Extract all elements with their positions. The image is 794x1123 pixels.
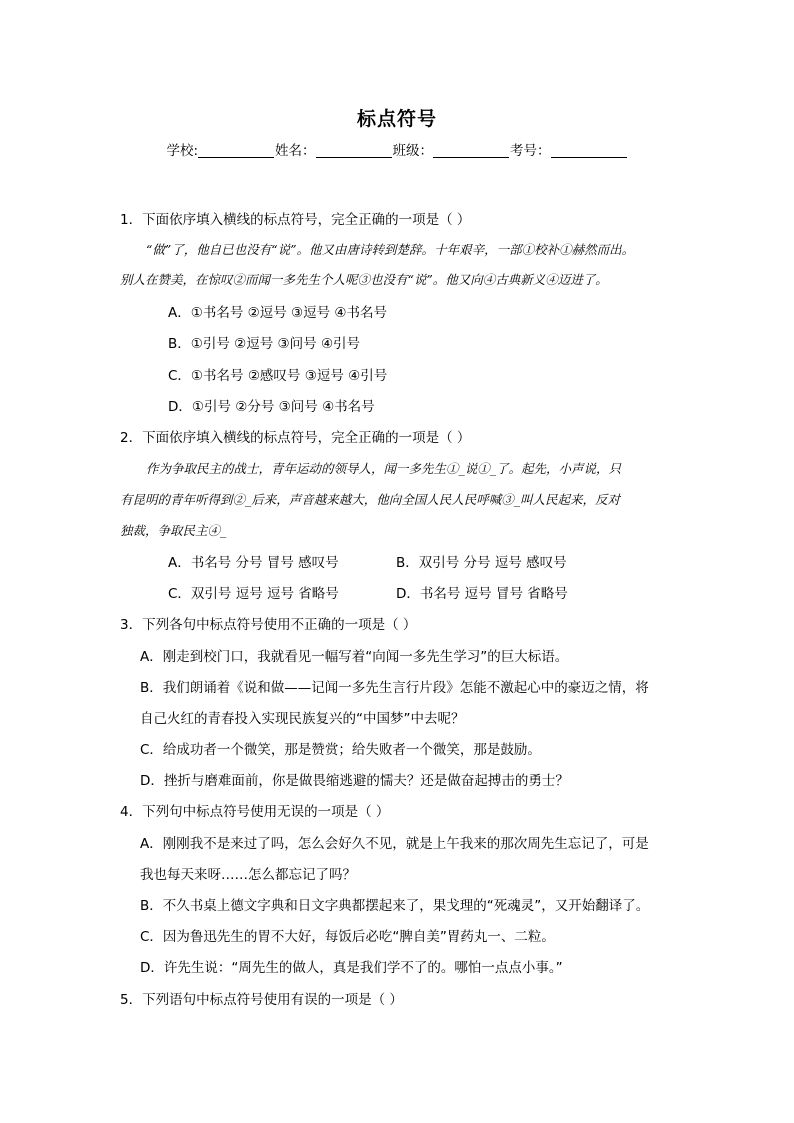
question-2-stem: 2．下面依序填入横线的标点符号，完全正确的一项是（ ） xyxy=(120,430,471,446)
id-blank[interactable] xyxy=(551,143,627,158)
name-blank[interactable] xyxy=(316,143,392,158)
class-label: 班级： xyxy=(392,143,434,159)
question-1-passage-line-2: 别人在赞美，在惊叹②而闻一多先生个人呢③也没有“说”。他又向④古典新义④迈进了。 xyxy=(120,272,608,287)
question-2-option-b[interactable]: B．双引号 分号 逗号 感叹号 xyxy=(396,555,567,571)
question-5-stem: 5．下列语句中标点符号使用有误的一项是（ ） xyxy=(120,992,403,1008)
question-1-option-a[interactable]: A．①书名号 ②逗号 ③逗号 ④书名号 xyxy=(168,305,388,321)
question-4-option-d[interactable]: D．许先生说：“周先生的做人，真是我们学不了的。哪怕一点点小事。” xyxy=(140,960,563,976)
question-3-option-b[interactable]: B．我们朗诵着《说和做——记闻一多先生言行片段》怎能不激起心中的豪迈之情，将 xyxy=(140,680,649,696)
question-3-option-b-cont: 自己火红的青春投入实现民族复兴的“中国梦”中去呢？ xyxy=(140,711,465,727)
class-blank[interactable] xyxy=(433,143,509,158)
question-2-option-c[interactable]: C．双引号 逗号 逗号 省略号 xyxy=(168,586,339,602)
name-label: 姓名： xyxy=(275,143,316,159)
question-3-option-a[interactable]: A．刚走到校门口，我就看见一幅写着“向闻一多先生学习”的巨大标语。 xyxy=(140,649,569,665)
question-2-passage-line-2: 有昆明的青年听得到②_后来，声音越来越大，他向全国人民人民呼喊③_叫人民起来，反对 xyxy=(120,492,621,507)
page-title: 标点符号 xyxy=(356,108,437,130)
question-4-option-c[interactable]: C．因为鲁迅先生的胃不大好，每饭后必吃“脾自美”胃药丸一、二粒。 xyxy=(140,929,555,945)
question-3-option-c[interactable]: C．给成功者一个微笑，那是赞赏；给失败者一个微笑，那是鼓励。 xyxy=(140,742,541,758)
question-1-stem: 1．下面依序填入横线的标点符号，完全正确的一项是（ ） xyxy=(120,212,471,228)
question-1-option-b[interactable]: B．①引号 ②逗号 ③问号 ④引号 xyxy=(168,336,361,352)
question-4-option-a-cont: 我也每天来呀……怎么都忘记了吗？ xyxy=(140,867,356,883)
student-info-line xyxy=(0,139,794,159)
school-label: 学校: xyxy=(166,143,199,159)
question-4-option-a[interactable]: A．刚刚我不是来过了吗，怎么会好久不见，就是上午我来的那次周先生忘记了，可是 xyxy=(140,836,649,852)
school-blank[interactable] xyxy=(198,143,274,158)
question-2-passage-line-3: 独裁，争取民主④_ xyxy=(120,523,227,538)
question-2-option-a[interactable]: A．书名号 分号 冒号 感叹号 xyxy=(168,555,339,571)
question-3-option-d[interactable]: D．挫折与磨难面前，你是做畏缩逃避的懦夫？还是做奋起搏击的勇士？ xyxy=(140,773,569,789)
question-4-option-b[interactable]: B．不久书桌上德文字典和日文字典都摆起来了，果戈理的“死魂灵”，又开始翻译了。 xyxy=(140,898,650,914)
question-1-passage-line-1: “做”了，他自已也没有“说”。他又由唐诗转到楚辞。十年艰辛，一部①校补①赫然而出。 xyxy=(146,242,635,257)
question-1-option-c[interactable]: C．①书名号 ②感叹号 ③逗号 ④引号 xyxy=(168,368,388,384)
question-2-option-d[interactable]: D．书名号 逗号 冒号 省略号 xyxy=(396,586,568,602)
question-2-passage-line-1: 作为争取民主的战士，青年运动的领导人，闻一多先生①_说①_了。起先，小声说，只 xyxy=(146,461,622,476)
id-label: 考号： xyxy=(510,143,551,159)
question-3-stem: 3．下列各句中标点符号使用不正确的一项是（ ） xyxy=(120,617,417,633)
question-1-option-d[interactable]: D．①引号 ②分号 ③问号 ④书名号 xyxy=(168,399,375,415)
question-4-stem: 4．下列句中标点符号使用无误的一项是（ ） xyxy=(120,804,390,820)
